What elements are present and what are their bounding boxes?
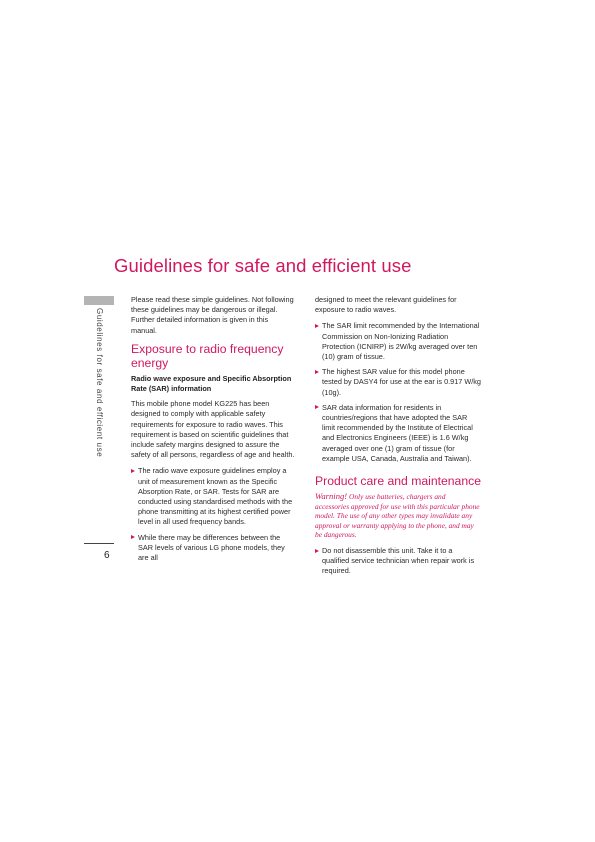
bullet-item: While there may be differences between the SAR levels of various LG phone models, they are all <box>131 533 296 564</box>
bullet-item: The SAR limit recommended by the International Commission on Non-Ionizing Radiation Protection (ICNIRP) is 2W/kg averaged over ten (10) gram of tissue. <box>315 321 481 362</box>
bullet-item: The radio wave exposure guidelines employ a unit of measurement known as the Specific Absorption Rate, or SAR. Tests for SAR are conducted using standardised methods with the phone transmitting at its highest certified power level in all used frequency bands. <box>131 466 296 527</box>
subheading-sar: Radio wave exposure and Specific Absorption Rate (SAR) information <box>131 373 292 394</box>
page-number-divider <box>84 543 114 544</box>
side-chapter-label: Guidelines for safe and efficient use <box>95 308 104 458</box>
section-heading-care: Product care and maintenance <box>315 474 481 489</box>
section-heading-exposure: Exposure to radio frequency energy <box>131 341 284 370</box>
continued-text: designed to meet the relevant guidelines for exposure to radio waves. <box>315 295 457 315</box>
left-column <box>131 295 296 568</box>
side-tab-marker <box>84 296 114 305</box>
bullet-item: The highest SAR value for this model phone tested by DASY4 for use at the ear is 0.917 W/kg (10g). <box>315 367 481 398</box>
bullet-item: Do not disassemble this unit. Take it to a qualified service technician when repair work is required. <box>315 546 481 577</box>
intro-paragraph: Please read these simple guidelines. Not following these guidelines may be dangerous or illegal. Further detailed information is given in this manual. <box>131 295 294 335</box>
warning-text: Only use batteries, chargers and accessories approved for use with this particular phone model. The use of any other types may invalidate any approval or warranty applying to the phone, and may be dangerous. <box>315 492 480 540</box>
body-paragraph: This mobile phone model KG225 has been designed to comply with applicable safety requirements for exposure to radio waves. This requirement is based on scientific guidelines that include safety margins designed to assure the safety of all persons, regardless of age and health. <box>131 399 295 460</box>
warning-lead: Warning! <box>315 491 348 502</box>
right-column <box>315 295 481 582</box>
warning-note <box>315 492 481 540</box>
page-number: 6 <box>104 550 110 561</box>
page-title: Guidelines for safe and efficient use <box>114 255 412 276</box>
bullet-item: SAR data information for residents in countries/regions that have adopted the SAR limit recommended by the Institute of Electrical and Electronics Engineers (IEEE) is 1.6 W/kg averaged over one (1) gram of tissue (for example USA, Canada, Australia and Taiwan). <box>315 403 481 464</box>
